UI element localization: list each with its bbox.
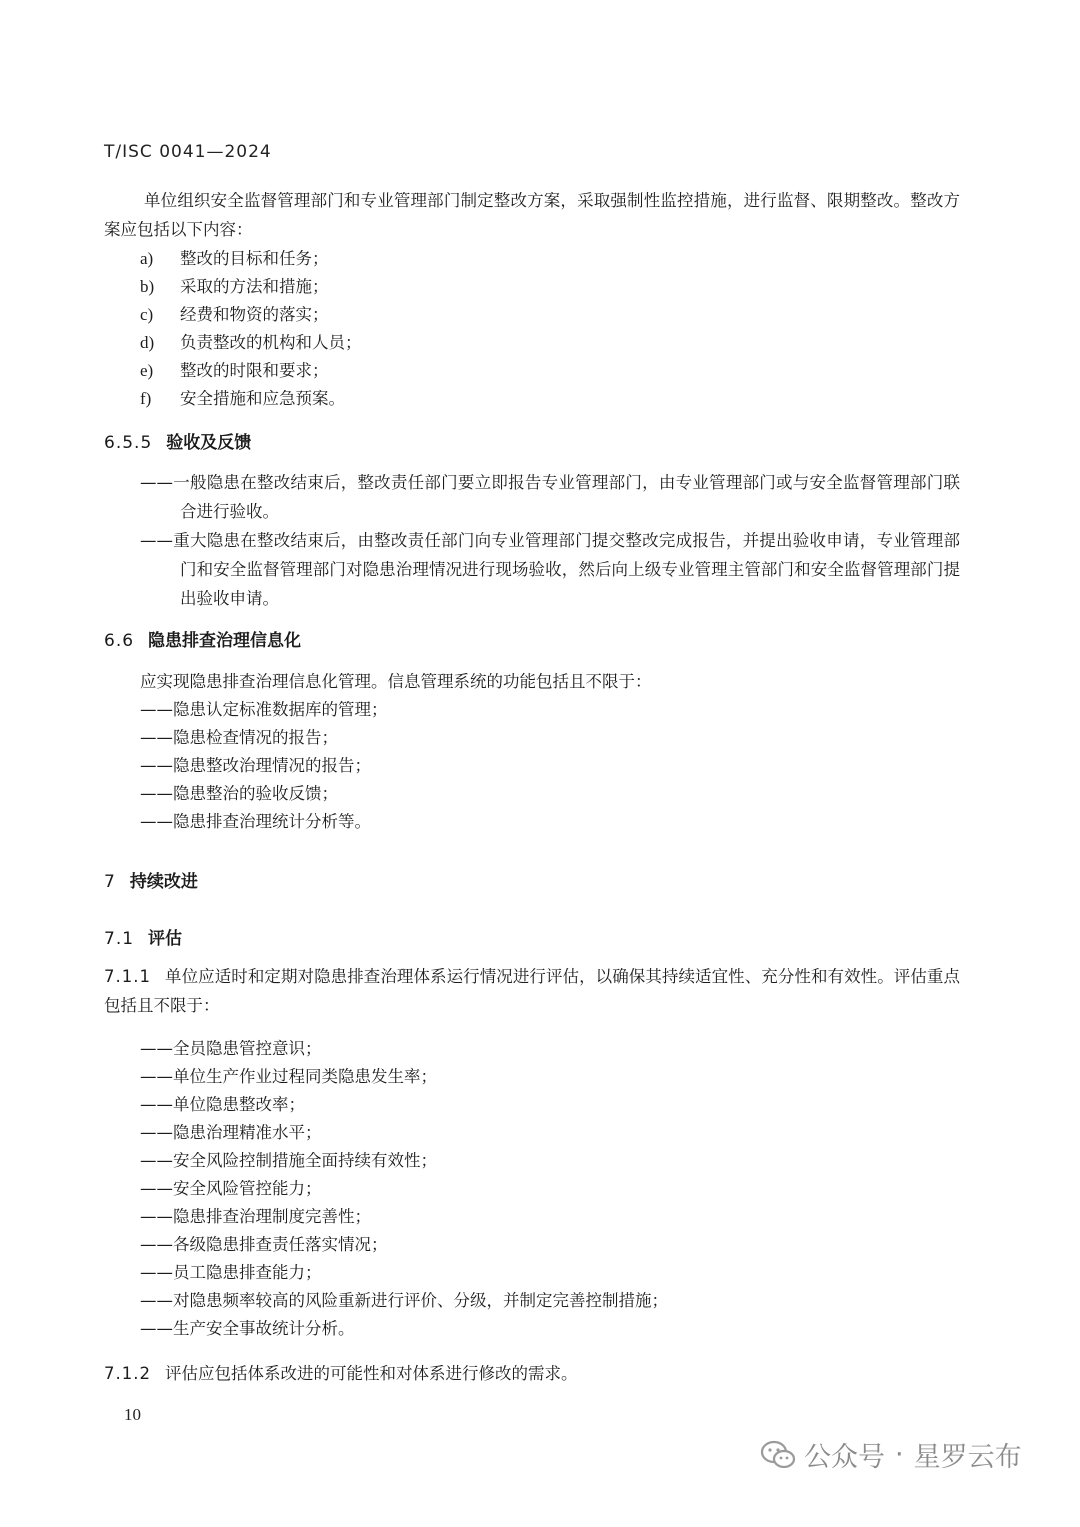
list-marker: e) — [140, 361, 154, 380]
clause-7-1-1 — [104, 962, 960, 1020]
section-intro: 应实现隐患排查治理信息化管理。信息管理系统的功能包括且不限于： — [140, 672, 652, 691]
watermark-separator: · — [895, 1439, 904, 1470]
document-code: T/ISC 0041—2024 — [104, 142, 272, 162]
section-heading-6-6 — [104, 626, 301, 651]
list-item — [140, 356, 960, 385]
dash-item: ——隐患整改治理情况的报告； — [140, 756, 371, 775]
wechat-icon — [760, 1440, 796, 1470]
list-item — [140, 272, 960, 301]
watermark-label: 公众号 — [804, 1442, 885, 1473]
dash-item: ——安全风险管控能力； — [140, 1179, 322, 1198]
list-marker: f) — [140, 389, 152, 408]
dash-item: ——一般隐患在整改结束后，整改责任部门要立即报告专业管理部门，由专业管理部门或与安全监督管理部门联合进行验收。 — [140, 473, 960, 521]
list-item — [140, 384, 960, 413]
clause-text: 单位应适时和定期对隐患排查治理体系运行情况进行评估，以确保其持续适宜性、充分性和有效性。评估重点包括且不限于： — [104, 967, 960, 1015]
dash-item: ——安全风险控制措施全面持续有效性； — [140, 1151, 437, 1170]
section-heading-6-5-5 — [104, 428, 251, 453]
dash-item: ——员工隐患排查能力； — [140, 1263, 322, 1282]
section-title: 评估 — [148, 929, 183, 949]
clause-7-1-2 — [104, 1359, 960, 1388]
dash-item: ——隐患排查治理统计分析等。 — [140, 812, 371, 831]
chapter-title: 持续改进 — [129, 872, 198, 892]
list-item — [140, 300, 960, 329]
list-item — [140, 244, 960, 273]
page-number: 10 — [124, 1405, 141, 1424]
section-number: 6.6 — [104, 631, 135, 651]
dash-item: ——生产安全事故统计分析。 — [140, 1319, 355, 1338]
section-number: 7.1 — [104, 929, 135, 949]
list-item — [140, 328, 960, 357]
dash-item: ——全员隐患管控意识； — [140, 1039, 322, 1058]
dash-item: ——单位隐患整改率； — [140, 1095, 305, 1114]
list-text: 采取的方法和措施； — [180, 277, 329, 296]
chapter-number: 7 — [104, 872, 116, 892]
dash-item: ——隐患检查情况的报告； — [140, 728, 338, 747]
list-text: 经费和物资的落实； — [180, 305, 329, 324]
list-text: 安全措施和应急预案。 — [180, 389, 345, 408]
watermark-account: 星罗云布 — [913, 1442, 1022, 1473]
clause-number: 7.1.1 — [104, 967, 151, 986]
list-text: 负责整改的机构和人员； — [180, 333, 362, 352]
intro-paragraph: 单位组织安全监督管理部门和专业管理部门制定整改方案，采取强制性监控措施，进行监督、限期整改。整改方案应包括以下内容： — [104, 191, 960, 239]
dash-item: ——对隐患频率较高的风险重新进行评价、分级，并制定完善控制措施； — [140, 1291, 668, 1310]
list-marker: c) — [140, 305, 154, 324]
section-heading-7-1 — [104, 924, 182, 949]
section-title: 验收及反馈 — [166, 433, 252, 453]
dash-item: ——单位生产作业过程同类隐患发生率； — [140, 1067, 437, 1086]
list-marker: a) — [140, 249, 154, 268]
clause-number: 7.1.2 — [104, 1364, 151, 1383]
section-number: 6.5.5 — [104, 433, 153, 453]
list-text: 整改的目标和任务； — [180, 249, 329, 268]
chapter-heading-7 — [104, 867, 198, 892]
dash-item: ——隐患治理精准水平； — [140, 1123, 322, 1142]
clause-text: 评估应包括体系改进的可能性和对体系进行修改的需求。 — [164, 1364, 578, 1383]
dash-item: ——各级隐患排查责任落实情况； — [140, 1235, 388, 1254]
list-marker: b) — [140, 277, 155, 296]
dash-item: ——重大隐患在整改结束后，由整改责任部门向专业管理部门提交整改完成报告，并提出验收申请，专业管理部门和安全监督管理部门对隐患治理情况进行现场验收，然后向上级专业管理主管部门和安全监督管理部门提出验收申请。 — [140, 531, 960, 608]
dash-item: ——隐患整治的验收反馈； — [140, 784, 338, 803]
watermark — [760, 1435, 1022, 1474]
section-title: 隐患排查治理信息化 — [148, 631, 302, 651]
dash-item: ——隐患认定标准数据库的管理； — [140, 700, 388, 719]
dash-item: ——隐患排查治理制度完善性； — [140, 1207, 371, 1226]
list-text: 整改的时限和要求； — [180, 361, 329, 380]
list-marker: d) — [140, 333, 155, 352]
